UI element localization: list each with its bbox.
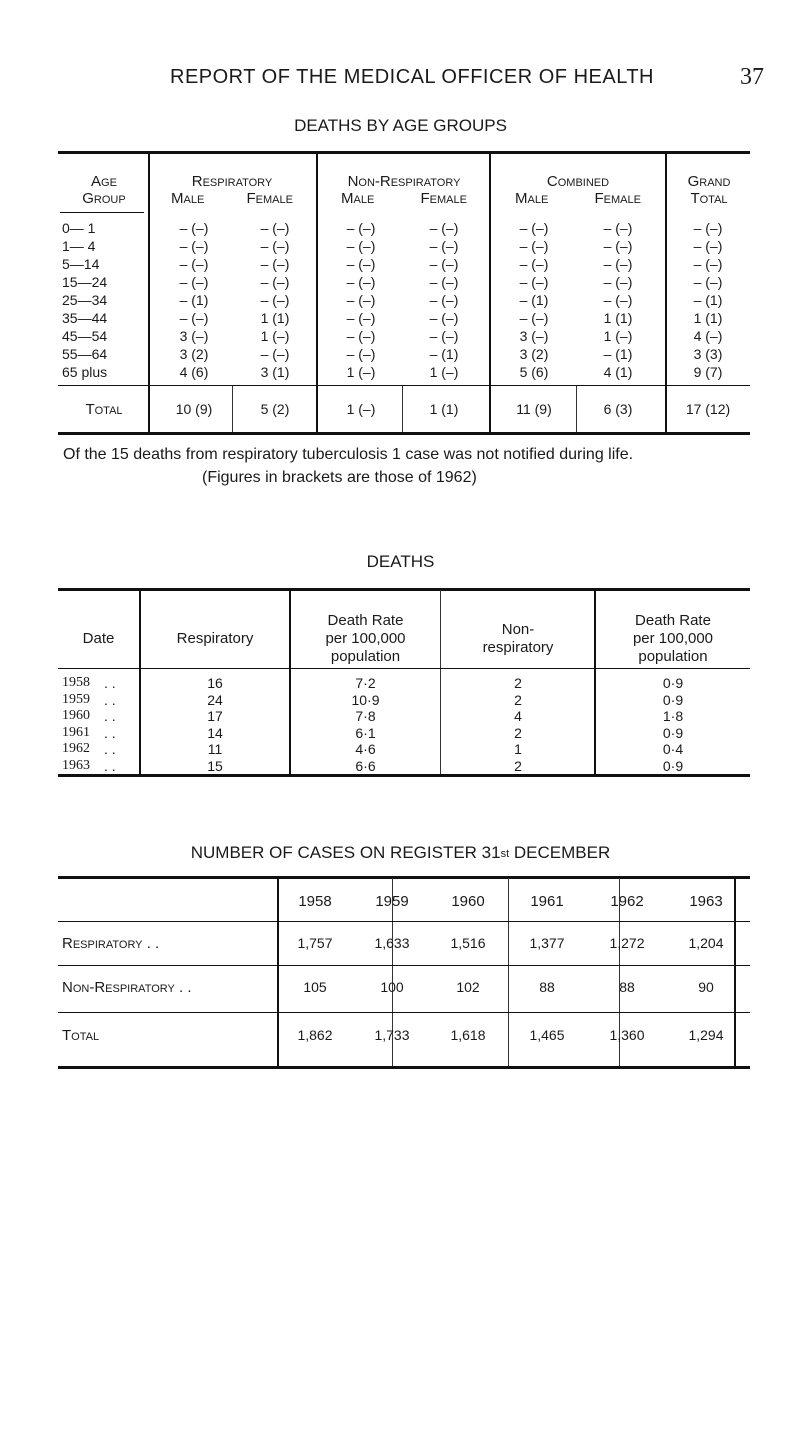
table-cell-value: – (–) [260, 220, 290, 236]
table-cell-value: 4 (6) [179, 364, 209, 380]
total-cell-value: 1 (1) [429, 401, 459, 417]
table-cell-value: – (–) [429, 256, 459, 272]
deaths-col-header: Death Rate per 100,000 population [632, 612, 714, 665]
register-title: NUMBER OF CASES ON REGISTER 31st DECEMBER [190, 843, 611, 862]
table-cell-value: 4 (–) [693, 328, 723, 344]
table-cell-value: 4 (1) [603, 364, 633, 380]
table-cell-value: – (–) [603, 220, 633, 236]
table-cell-value: – (–) [346, 346, 376, 362]
table-cell-value: 3 (2) [519, 346, 549, 362]
brackets-note: (Figures in brackets are those of 1962) [202, 469, 477, 486]
table-top-rule [58, 151, 750, 154]
deaths-cell-value: 4·6 [355, 741, 376, 757]
table-cell-value: – (–) [429, 220, 459, 236]
table-bottom-rule [58, 432, 750, 435]
deaths-year: 1962 [62, 741, 90, 756]
table-cell-value: – (–) [519, 274, 549, 290]
table-cell-value: 1 (–) [346, 364, 376, 380]
register-cell-value: 1,618 [450, 1027, 486, 1043]
report-header-title: REPORT OF THE MEDICAL OFFICER OF HEALTH [170, 66, 655, 88]
deaths-cell-value: 24 [207, 691, 223, 708]
deaths-cell-value: 2 [514, 691, 522, 708]
deaths-cell-value: 16 [207, 675, 223, 691]
deaths-cell-value: 0·9 [662, 675, 684, 691]
register-cell-value: 1,757 [297, 935, 333, 951]
register-year-header: 1963 [689, 893, 723, 910]
table-cell-value: – (–) [603, 238, 633, 254]
register-cell-value: 102 [456, 979, 480, 995]
page-number: 37 [740, 64, 764, 90]
total-cell-value: 17 (12) [685, 401, 731, 417]
table-cell-value: – (1) [519, 292, 549, 308]
table-cell-value: – (–) [519, 310, 549, 326]
table-cell-value: – (–) [693, 256, 723, 272]
deaths-cell-value: 10·9 [351, 691, 380, 708]
register-year-header: 1961 [530, 893, 564, 910]
deaths-cell-value: 0·9 [662, 757, 684, 774]
table-cell-value: – (–) [346, 328, 376, 344]
register-cell-value: 1,360 [609, 1027, 645, 1043]
table-cell-value: – (–) [693, 274, 723, 290]
deaths-cell-value: 0·9 [662, 724, 684, 741]
col-header-non-respiratory: Non-Respiratory Male Female [341, 173, 467, 207]
table-cell-value: 5 (6) [519, 364, 549, 380]
leader-dots: . . [104, 741, 116, 757]
deaths-year: 1958 [62, 675, 90, 690]
register-row-label: Non-Respiratory . . [62, 979, 192, 996]
register-cell-value: 88 [539, 979, 555, 995]
table-cell-value: – (–) [179, 220, 209, 236]
deaths-cell-value: 11 [207, 741, 223, 757]
deaths-by-age-title: DEATHS BY AGE GROUPS [294, 116, 507, 135]
table-cell-value: – (–) [179, 310, 209, 326]
deaths-year: 1961 [62, 724, 90, 740]
col-header-grand-total: Grand Total [687, 173, 731, 207]
table-cell-value: – (–) [519, 220, 549, 236]
table-cell-value: – (–) [179, 274, 209, 290]
table-cell-value: 1 (1) [693, 310, 723, 326]
age-group-label: 45—54 [62, 328, 108, 344]
table-cell-value: – (–) [260, 256, 290, 272]
deaths-col-header: Respiratory [176, 630, 254, 647]
deaths-year: 1959 [62, 691, 90, 707]
age-group-label: 0— 1 [62, 220, 96, 236]
total-cell-value: 11 (9) [516, 401, 552, 417]
register-cell-value: 1,272 [609, 935, 645, 951]
table-cell-value: 3 (2) [179, 346, 209, 362]
age-group-label: 5—14 [62, 256, 100, 272]
table-cell-value: – (–) [260, 274, 290, 290]
table-cell-value: 9 (7) [693, 364, 723, 380]
register-cell-value: 1,465 [529, 1027, 565, 1043]
table-cell-value: 3 (–) [179, 328, 209, 344]
table-cell-value: – (–) [429, 292, 459, 308]
deaths-title: DEATHS [366, 552, 435, 571]
register-cell-value: 88 [619, 979, 635, 995]
table-cell-value: – (–) [346, 310, 376, 326]
deaths-cell-value: 2 [514, 724, 522, 741]
table-cell-value: – (–) [346, 292, 376, 308]
register-cell-value: 1,377 [529, 935, 565, 951]
deaths-cell-value: 17 [207, 708, 223, 724]
table-cell-value: – (–) [429, 310, 459, 326]
deaths-cell-value: 7·2 [355, 675, 376, 691]
register-cell-value: 1,633 [374, 935, 410, 951]
tb-note: Of the 15 deaths from respiratory tuberculosis 1 case was not notified during life. [63, 446, 634, 463]
table-cell-value: 1 (–) [429, 364, 459, 380]
register-year-header: 1959 [375, 893, 409, 910]
table-cell-value: – (–) [346, 238, 376, 254]
age-group-label: 55—64 [62, 346, 108, 362]
table-cell-value: 1 (1) [603, 310, 633, 326]
total-row-label: Total [85, 401, 123, 418]
table-cell-value: – (–) [693, 238, 723, 254]
deaths-cell-value: 1·8 [662, 708, 684, 724]
leader-dots: . . [104, 675, 116, 691]
age-group-label: 35—44 [62, 310, 108, 326]
register-cell-value: 1,294 [688, 1027, 724, 1043]
deaths-cell-value: 4 [514, 708, 522, 724]
deaths-cell-value: 14 [207, 724, 223, 741]
deaths-cell-value: 0·9 [662, 691, 684, 708]
leader-dots: . . [104, 724, 116, 741]
table-cell-value: – (–) [346, 220, 376, 236]
table-cell-value: – (–) [260, 238, 290, 254]
deaths-cell-value: 15 [207, 757, 223, 774]
total-cell-value: 10 (9) [175, 401, 213, 417]
total-cell-value: 1 (–) [346, 401, 376, 417]
deaths-year: 1963 [62, 757, 90, 773]
register-year-header: 1960 [451, 893, 485, 910]
table-cell-value: – (–) [603, 274, 633, 290]
deaths-col-header: Death Rate per 100,000 population [325, 612, 406, 665]
col-header-respiratory: Respiratory Male Female [171, 173, 293, 207]
register-cell-value: 1,733 [374, 1027, 410, 1043]
deaths-year: 1960 [62, 708, 90, 723]
register-cell-value: 90 [698, 979, 714, 995]
table-cell-value: – (–) [519, 256, 549, 272]
register-cell-value: 105 [303, 979, 327, 995]
table-cell-value: – (1) [693, 292, 723, 308]
register-cell-value: 1,516 [450, 935, 486, 951]
table-cell-value: – (–) [519, 238, 549, 254]
age-group-label: 1— 4 [62, 238, 96, 254]
leader-dots: . . [104, 757, 116, 774]
register-cell-value: 1,204 [688, 935, 724, 951]
table-cell-value: 3 (3) [693, 346, 723, 362]
age-group-label: 25—34 [62, 292, 108, 308]
deaths-cell-value: 7·8 [355, 708, 376, 724]
deaths-cell-value: 0·4 [662, 741, 684, 757]
table-cell-value: – (–) [429, 238, 459, 254]
table-cell-value: – (–) [179, 256, 209, 272]
table-cell-value: – (–) [260, 292, 290, 308]
total-cell-value: 6 (3) [603, 401, 633, 417]
table-cell-value: – (–) [260, 346, 290, 362]
register-year-header: 1958 [298, 893, 332, 910]
table-cell-value: 1 (–) [260, 328, 290, 344]
table-cell-value: – (–) [429, 328, 459, 344]
table-cell-value: – (1) [179, 292, 209, 308]
col-header-combined: Combined Male Female [515, 173, 641, 207]
deaths-cell-value: 1 [514, 741, 522, 757]
register-row-label: Respiratory . . [62, 935, 160, 952]
table-cell-value: 3 (–) [519, 328, 549, 344]
table-cell-value: – (–) [603, 292, 633, 308]
age-group-label: 15—24 [62, 274, 108, 290]
leader-dots: . . [104, 708, 116, 724]
register-year-header: 1962 [610, 893, 644, 910]
total-cell-value: 5 (2) [260, 401, 290, 417]
deaths-cell-value: 2 [514, 675, 522, 691]
table-cell-value: – (–) [346, 256, 376, 272]
table-cell-value: – (–) [429, 274, 459, 290]
deaths-cell-value: 2 [514, 757, 522, 774]
leader-dots: . . [104, 691, 116, 708]
register-cell-value: 100 [380, 979, 404, 995]
deaths-cell-value: 6·1 [355, 724, 376, 741]
register-cell-value: 1,862 [297, 1027, 333, 1043]
table-cell-value: – (1) [429, 346, 459, 362]
table-cell-value: – (–) [693, 220, 723, 236]
register-row-label: Total [62, 1027, 100, 1044]
col-header-age: Age Group [82, 173, 126, 207]
table-cell-value: 3 (1) [260, 364, 290, 380]
table-cell-value: – (–) [346, 274, 376, 290]
table-cell-value: 1 (1) [260, 310, 290, 326]
table-cell-value: – (–) [179, 238, 209, 254]
table-cell-value: 1 (–) [603, 328, 633, 344]
age-group-label: 65 plus [62, 364, 108, 380]
deaths-col-header: Date [82, 630, 115, 647]
deaths-cell-value: 6·6 [355, 757, 376, 774]
table-cell-value: – (–) [603, 256, 633, 272]
table-cell-value: – (1) [603, 346, 633, 362]
deaths-col-header: Non- respiratory [482, 621, 554, 656]
